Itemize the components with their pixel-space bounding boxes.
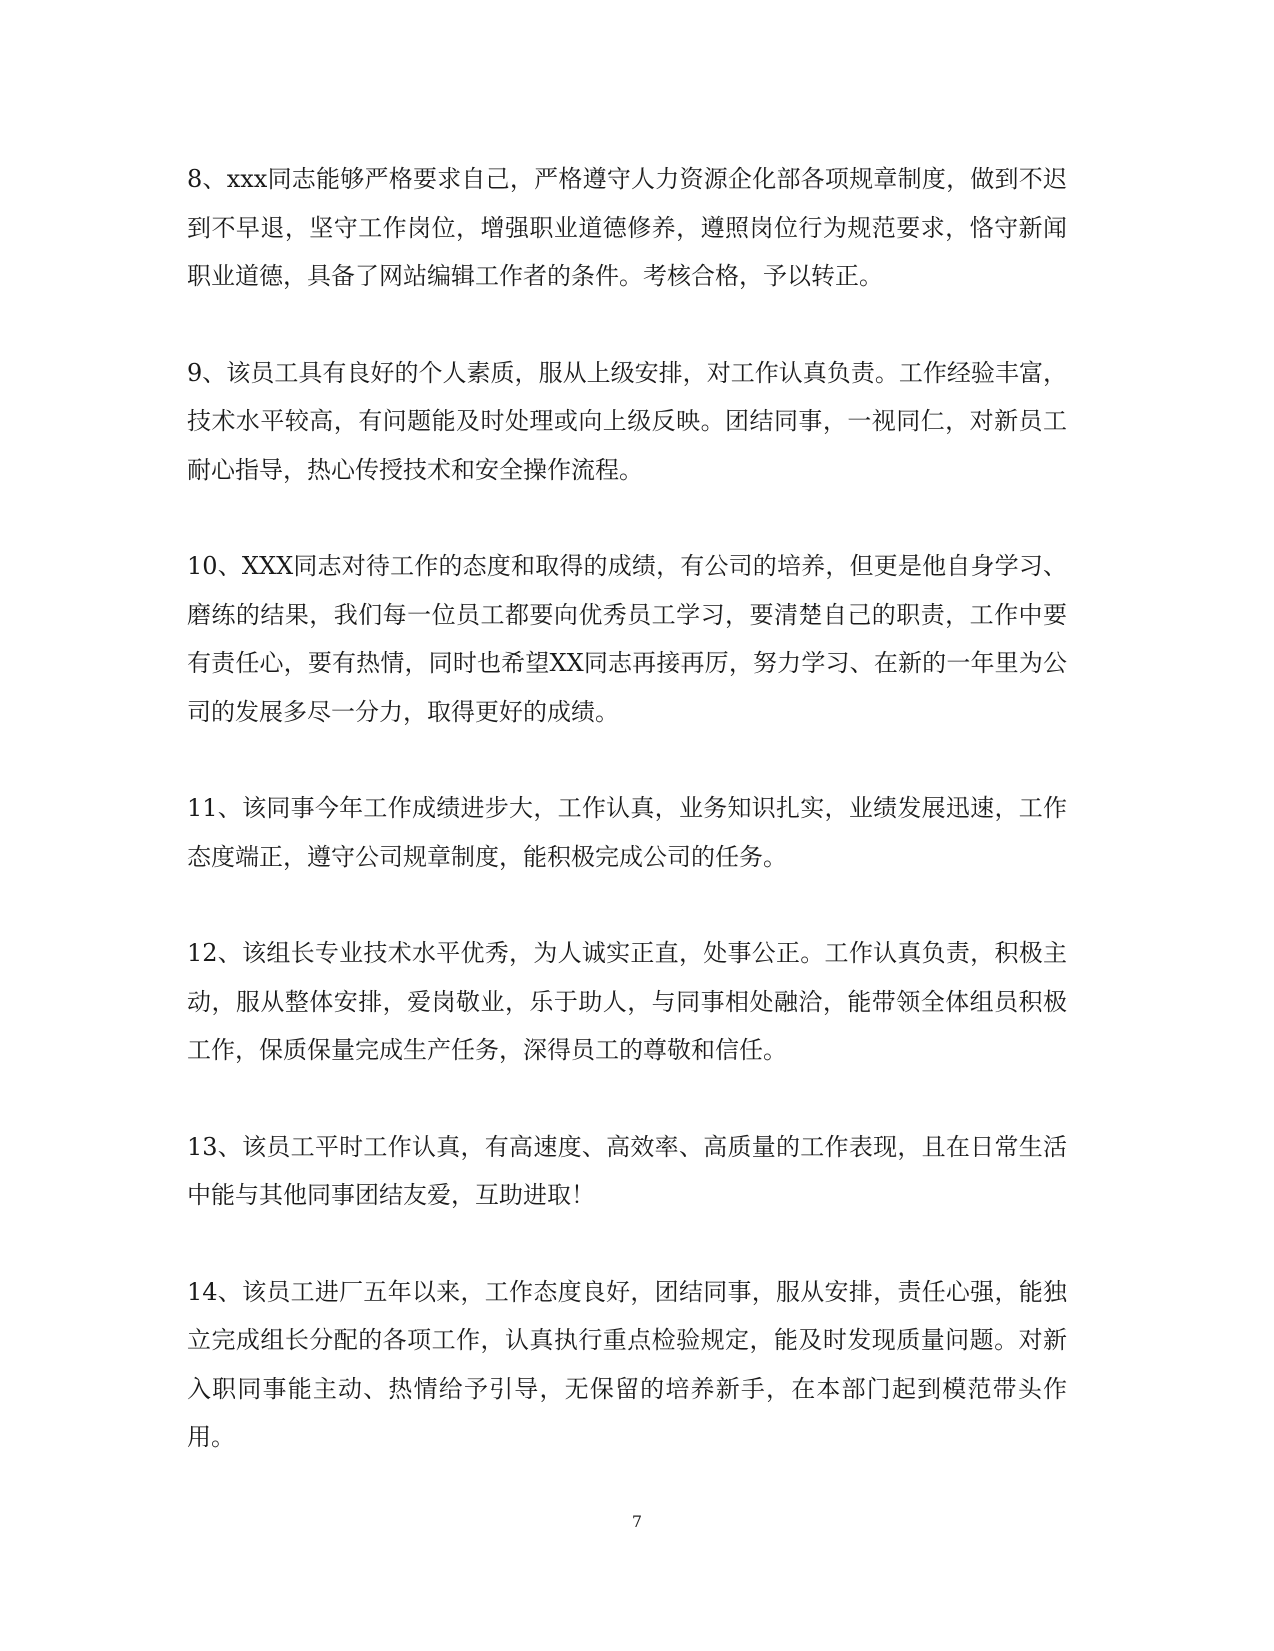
document-body <box>187 155 1067 1510</box>
paragraph-8: 8、xxx同志能够严格要求自己，严格遵守人力资源企化部各项规章制度，做到不迟到不早退，坚守工作岗位，增强职业道德修养，遵照岗位行为规范要求，恪守新闻职业道德，具备了网站编辑工作者的条件。考核合格，予以转正。 <box>187 165 1067 290</box>
paragraph-13: 13、该员工平时工作认真，有高速度、高效率、高质量的工作表现，且在日常生活中能与其他同事团结友爱，互助进取！ <box>187 1132 1067 1209</box>
page-number: 7 <box>631 1512 643 1531</box>
paragraph-14: 14、该员工进厂五年以来，工作态度良好，团结同事，服从安排，责任心强，能独立完成组长分配的各项工作，认真执行重点检验规定，能及时发现质量问题。对新入职同事能主动、热情给予引导，无保留的培养新手，在本部门起到模范带头作用。 <box>187 1277 1067 1451</box>
paragraph-9: 9、该员工具有良好的个人素质，服从上级安排，对工作认真负责。工作经验丰富，技术水平较高，有问题能及时处理或向上级反映。团结同事，一视同仁，对新员工耐心指导，热心传授技术和安全操作流程。 <box>187 358 1067 484</box>
paragraph-11: 11、该同事今年工作成绩进步大，工作认真，业务知识扎实，业绩发展迅速，工作态度端正，遵守公司规章制度，能积极完成公司的任务。 <box>187 794 1067 871</box>
paragraph-10: 10、XXX同志对待工作的态度和取得的成绩，有公司的培养，但更是他自身学习、磨练的结果，我们每一位员工都要向优秀员工学习，要清楚自己的职责，工作中要有责任心，要有热情，同时也希望XX同志再接再厉，努力学习、在新的一年里为公司的发展多尽一分力，取得更好的成绩。 <box>187 552 1067 726</box>
paragraph-12: 12、该组长专业技术水平优秀，为人诚实正直，处事公正。工作认真负责，积极主动，服从整体安排，爱岗敬业，乐于助人，与同事相处融洽，能带领全体组员积极工作，保质保量完成生产任务，深得员工的尊敬和信任。 <box>187 939 1067 1064</box>
